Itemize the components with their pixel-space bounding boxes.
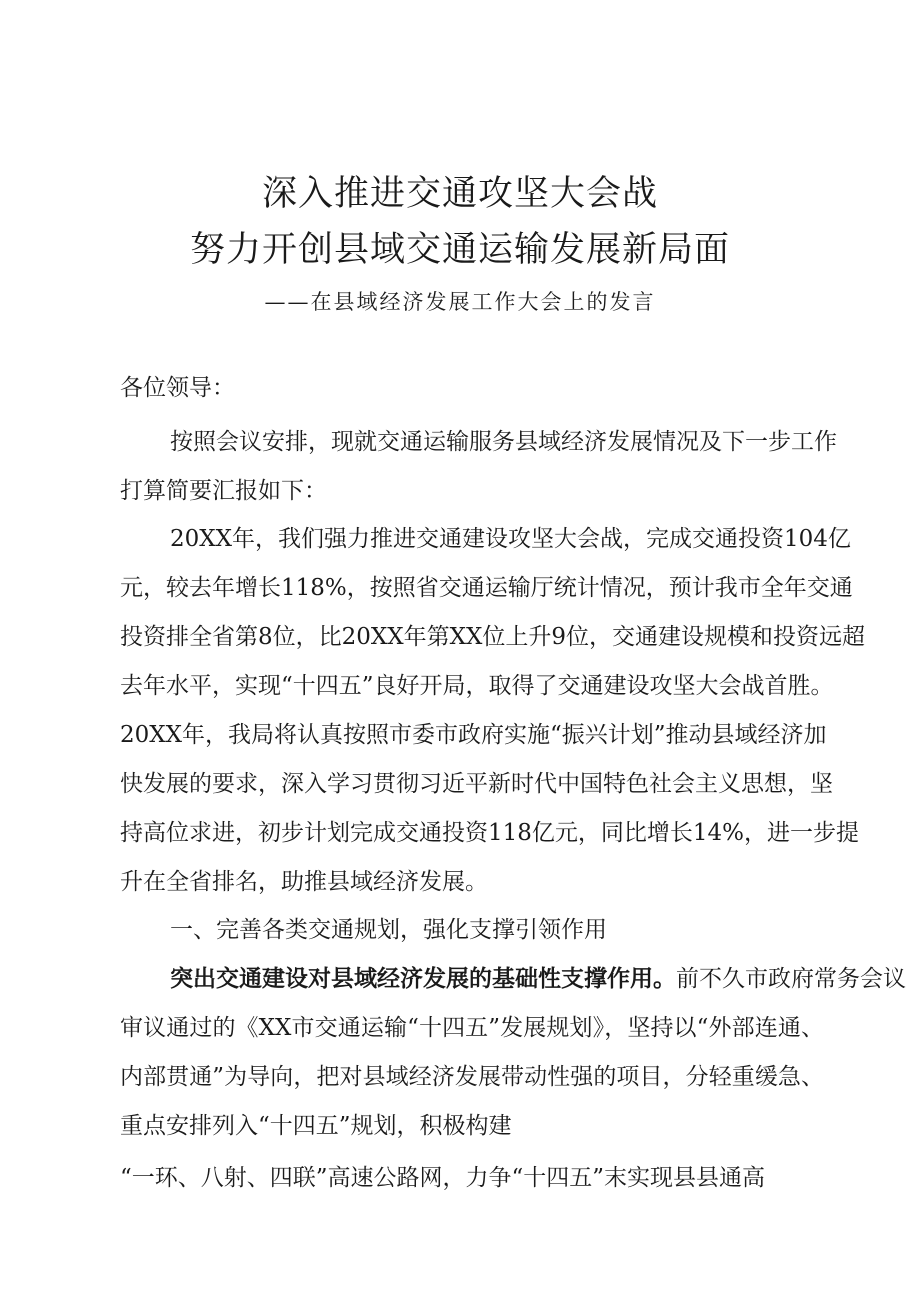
paragraph-3-line: 重点安排列入“十四五”规划，积极构建 <box>120 1113 512 1139</box>
paragraph-2-line: 元，较去年增长118%，按照省交通运输厅统计情况，预计我市全年交通 <box>120 575 853 601</box>
document-subtitle: ——在县域经济发展工作大会上的发言 <box>264 290 656 314</box>
paragraph-2-line: 20XX年，我局将认真按照市委市政府实施“振兴计划”推动县域经济加 <box>120 722 827 748</box>
paragraph-3-line1-rest: 前不久市政府常务会议 <box>676 966 906 992</box>
paragraph-3-line <box>170 963 906 995</box>
paragraph-3-line: 审议通过的《XX市交通运输“十四五”发展规划》，坚持以“外部连通、 <box>120 1015 824 1041</box>
paragraph-2-line: 快发展的要求，深入学习贯彻习近平新时代中国特色社会主义思想，坚 <box>120 771 833 797</box>
paragraph-1-line: 按照会议安排，现就交通运输服务县域经济发展情况及下一步工作 <box>170 429 837 455</box>
paragraph-3-line: 内部贯通”为导向，把对县域经济发展带动性强的项目，分轻重缓急、 <box>120 1064 824 1090</box>
paragraph-2-line: 升在全省排名，助推县域经济发展。 <box>120 869 488 895</box>
document-title-line2: 努力开创县域交通运输发展新局面 <box>189 230 730 270</box>
paragraph-2-line: 持高位求进，初步计划完成交通投资118亿元，同比增长14%，进一步提 <box>120 820 860 846</box>
paragraph-2-line: 去年水平，实现“十四五”良好开局，取得了交通建设攻坚大会战首胜。 <box>120 673 834 699</box>
paragraph-3-bold-lead: 突出交通建设对县域经济发展的基础性支撑作用。 <box>170 966 676 992</box>
paragraph-2-line: 投资排全省第8位，比20XX年第XX位上升9位，交通建设规模和投资远超 <box>120 624 866 650</box>
document-title-line1: 深入推进交通攻坚大会战 <box>261 174 658 214</box>
paragraph-1-line: 打算简要汇报如下： <box>120 478 327 504</box>
paragraph-2-line: 20XX年，我们强力推进交通建设攻坚大会战，完成交通投资104亿 <box>170 526 851 552</box>
salutation: 各位领导： <box>120 375 235 401</box>
paragraph-3-line: “一环、八射、四联”高速公路网，力争“十四五”末实现县县通高 <box>120 1165 766 1191</box>
section-heading-1: 一、完善各类交通规划，强化支撑引领作用 <box>170 917 607 943</box>
